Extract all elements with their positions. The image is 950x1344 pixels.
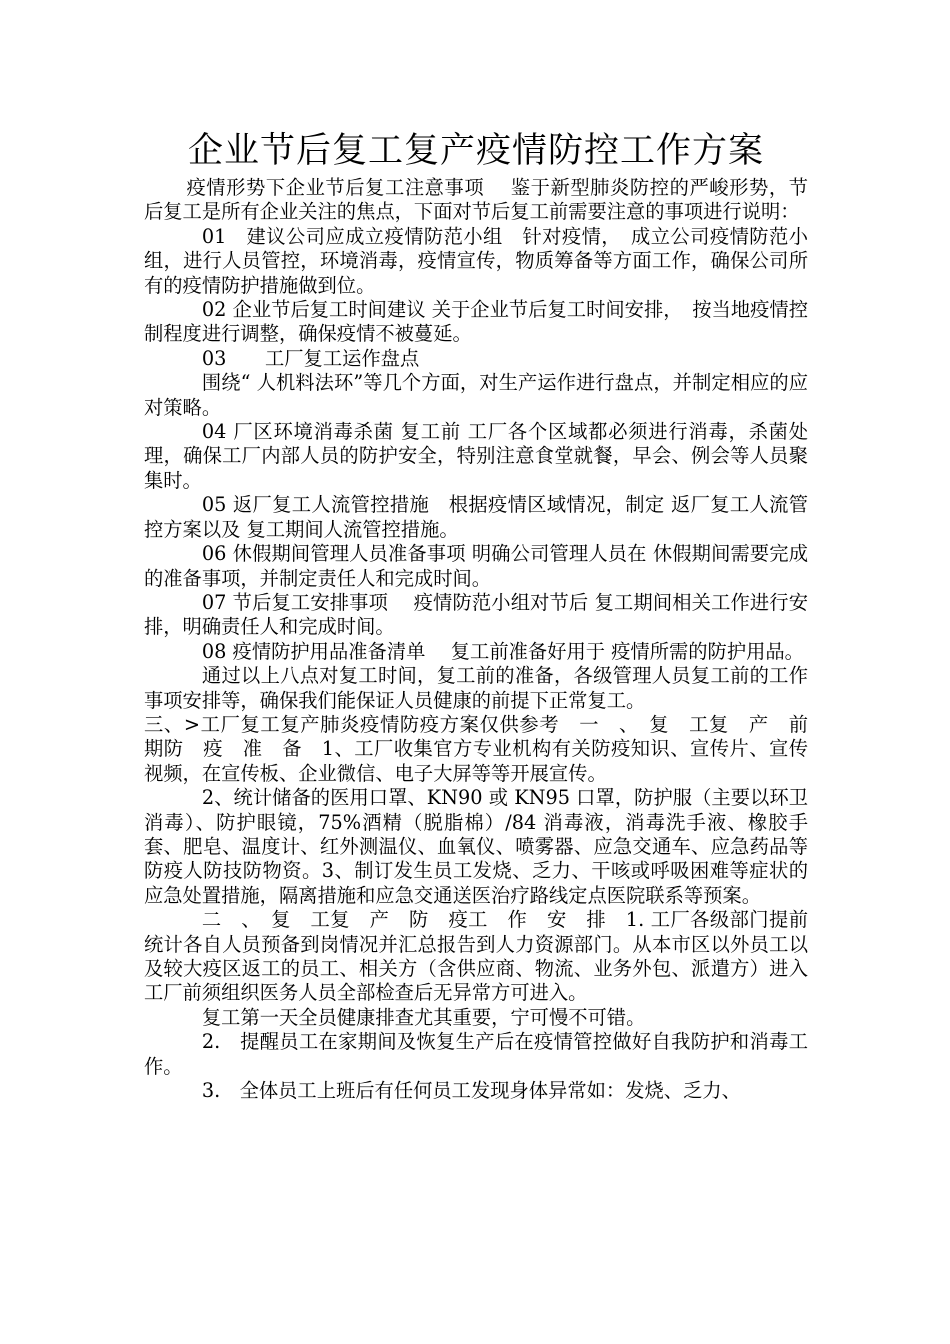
paragraph-07: 07 节后复工安排事项 疫情防范小组对节后 复工期间相关工作进行安排，明确责任人和完成时间。 (144, 590, 808, 639)
paragraph-first-day: 复工第一天全员健康排查尤其重要，宁可慢不可错。 (201, 1005, 646, 1029)
paragraph-03-detail: 围绕“ 人机料法环”等几个方面，对生产运作进行盘点，并制定相应的应对策略。 (144, 371, 808, 419)
paragraph-section-two: 二 、 复 工复 产 防 疫工 作 安 排 1. 工厂各级部门提前统计各自人员预备到岗情况并汇总报告到人力资源部门。从本市区以外员工以及较大疫区返工的员工、相关方（含供应商、物流、业务外包、派遣方）进入工厂前须组织医务人员全部检查后无异常方可进入。 (144, 908, 808, 1005)
paragraph-08: 08 疫情防护用品准备清单 复工前准备好用于 疫情所需的防护用品。 (201, 639, 804, 663)
paragraph-02: 02 企业节后复工时间建议 关于企业节后复工时间安排， 按当地疫情控制程度进行调整，确保疫情不被蔓延。 (144, 298, 808, 346)
paragraph-item-3: 3. 全体员工上班后有任何员工发现身体异常如：发烧、乏力、 (201, 1079, 741, 1103)
document-page (144, 128, 828, 1103)
paragraph-05: 05 返厂复工人流管控措施 根据疫情区域情况，制定 返厂复工人流管控方案以及 复工期间人流管控措施。 (144, 493, 808, 541)
paragraph-summary: 通过以上八点对复工时间，复工前的准备，各级管理人员复工前的工作事项安排等，确保我们能保证人员健康的前提下正常复工。 (144, 664, 808, 712)
paragraph-intro: 疫情形势下企业节后复工注意事项 鉴于新型肺炎防控的严峻形势，节后复工是所有企业关注的焦点，下面对节后复工前需要注意的事项进行说明： (144, 176, 808, 224)
paragraph-section-three: 三、>工厂复工复产肺炎疫情防疫方案仅供参考 一 、 复 工复 产 前 期防 疫 准 备 1、工厂收集官方专业机构有关防疫知识、宣传片、宣传视频，在宣传板、企业微信、电子大屏等等开展宣传。 (144, 712, 828, 785)
document-title: 企业节后复工复产疫情防控工作方案 (187, 131, 764, 171)
paragraph-item-2: 2. 提醒员工在家期间及恢复生产后在疫情管控做好自我防护和消毒工作。 (144, 1030, 808, 1078)
paragraph-04: 04 厂区环境消毒杀菌 复工前 工厂各个区域都必须进行消毒，杀菌处理，确保工厂内部人员的防护安全，特别注意食堂就餐，早会、例会等人员聚集时。 (144, 420, 808, 492)
paragraph-03: 03 工厂复工运作盘点 (201, 346, 420, 370)
paragraph-supplies: 2、统计储备的医用口罩、KN90 或 KN95 口罩，防护服（主要以环卫消毒）、防护眼镜，75%酒精（脱脂棉）/84 消毒液，消毒洗手液、橡胶手套、肥皂、温度计、红外测温仪、血氧仪、喷雾器、应急交通车、应急药品等防疫人防技防物资。3、制订发生员工发烧、乏力、干咳或呼吸困难等症状的应急处置措施，隔离措施和应急交通送医治疗路线定点医院联系等预案。 (144, 786, 808, 907)
paragraph-01: 01 建议公司应成立疫情防范小组 针对疫情， 成立公司疫情防范小组，进行人员管控，环境消毒，疫情宣传，物质筹备等方面工作，确保公司所有的疫情防护措施做到位。 (144, 224, 808, 297)
paragraph-06: 06 休假期间管理人员准备事项 明确公司管理人员在 休假期间需要完成的准备事项，并制定责任人和完成时间。 (144, 542, 808, 590)
